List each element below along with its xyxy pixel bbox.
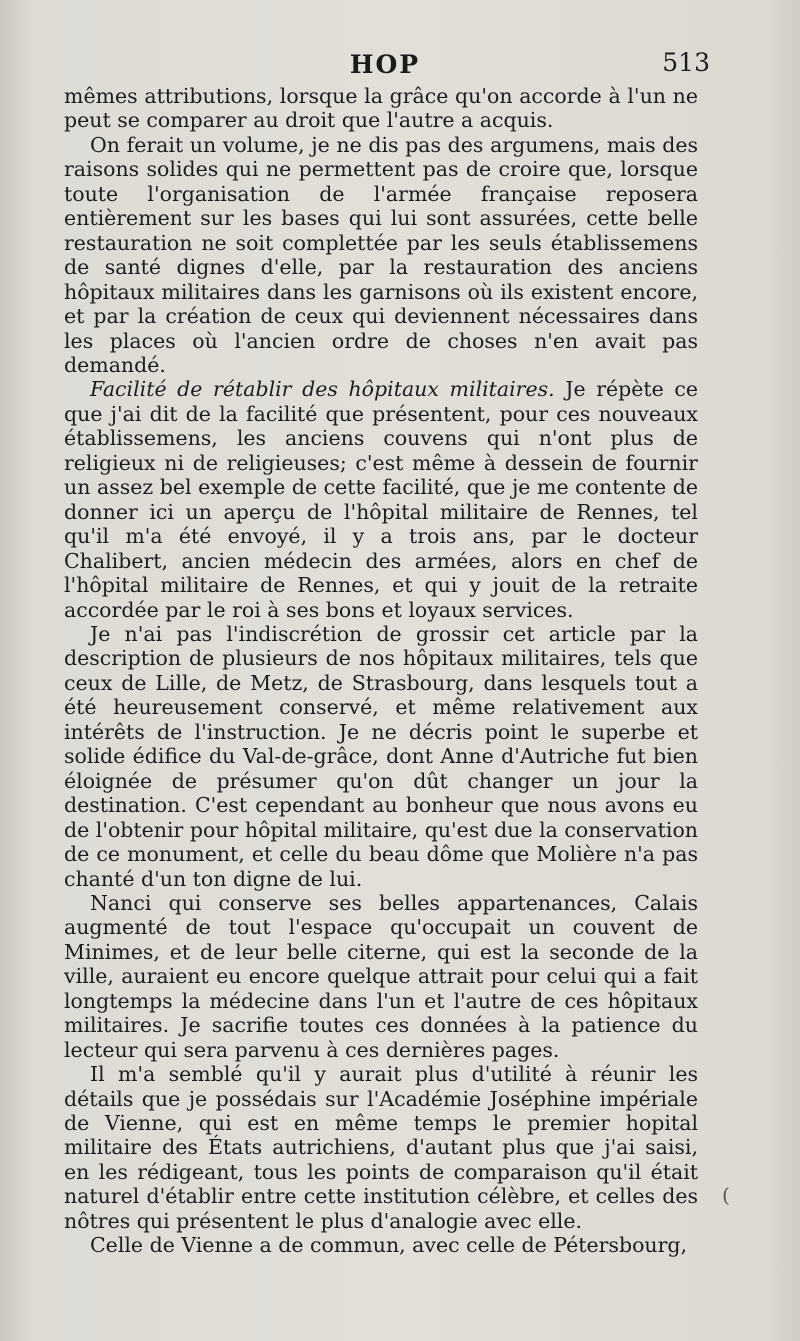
paragraph-7: Celle de Vienne a de commun, avec celle de Pétersbourg, <box>90 1233 688 1258</box>
paragraph-5: Nanci qui conserve ses belles appartenances, Calais augmenté de tout l'espace qu'occupait un couvent de Minimes, et de leur belle citerne, qui est la seconde de la ville, auraient eu encore quelque attrait pour celui qui a fait longtemps la médecine dans l'un et l'autre de ces hôpitaux militaires. Je sacrifie toutes ces données à la patience du lecteur qui sera parvenu à ces dernières pages. <box>64 890 698 1062</box>
page-number: 513 <box>662 48 710 77</box>
paragraph-3-text: Je répète ce que j'ai dit de la facilité que présentent, pour ces nouveaux établissemens, les anciens couvens qui n'ont plus de religieux ni de religieuses; c'est même à dessein de fournir un assez bel exemple de cette facilité, que je me contente de donner ici un aperçu de l'hôpital militaire de Rennes, tel qu'il m'a été envoyé, il y a trois ans, par le docteur Chalibert, ancien médecin des armées, alors en chef de l'hôpital militaire de Rennes, et qui y jouit de la retraite accordée par le roi à ses bons et loyaux services. <box>64 377 698 622</box>
page-header <box>60 44 710 84</box>
paragraph-2: On ferait un volume, je ne dis pas des argumens, mais des raisons solides qui ne permettent pas de croire que, lorsque toute l'organisation de l'armée française reposera entièrement sur les bases qui lui sont assurées, cette belle restauration ne soit complettée par les seuls établissemens de santé dignes d'elle, par la restauration des anciens hôpitaux militaires dans les garnisons où ils existent encore, et par la création de ceux qui deviennent nécessaires dans les places où l'ancien ordre de choses n'en avait pas demandé. <box>64 132 698 377</box>
paragraph-1: mêmes attributions, lorsque la grâce qu'on accorde à l'un ne peut se comparer au droit que l'autre a acquis. <box>64 84 698 133</box>
margin-mark: ( <box>722 1183 730 1207</box>
running-head: HOP <box>349 50 421 79</box>
paragraph-4: Je n'ai pas l'indiscrétion de grossir cet article par la description de plusieurs de nos hôpitaux militaires, tels que ceux de Lille, de Metz, de Strasbourg, dans lesquels tout a été heureusement conservé, et même relativement aux intérêts de l'instruction. Je ne décris point le superbe et solide édifice du Val-de-grâce, dont Anne d'Autriche fut bien éloignée de présumer qu'on dût changer un jour la destination. C'est cependant au bonheur que nous avons eu de l'obtenir pour hôpital militaire, qu'est due la conservation de ce monument, et celle du beau dôme que Molière n'a pas chanté d'un ton digne de lui. <box>64 621 698 891</box>
body-text <box>64 84 698 1258</box>
paragraph-3 <box>64 377 698 622</box>
section-heading: Facilité de rétablir des hôpitaux militaires. <box>90 377 555 402</box>
paragraph-6: Il m'a semblé qu'il y aurait plus d'utilité à réunir les détails que je possédais sur l'Académie Joséphine impériale de Vienne, qui est en même temps le premier hopital militaire des États autrichiens, d'autant plus que j'ai saisi, en les rédigeant, tous les points de comparaison qu'il était naturel d'établir entre cette institution célèbre, et celles des nôtres qui présentent le plus d'analogie avec elle. <box>64 1062 698 1233</box>
